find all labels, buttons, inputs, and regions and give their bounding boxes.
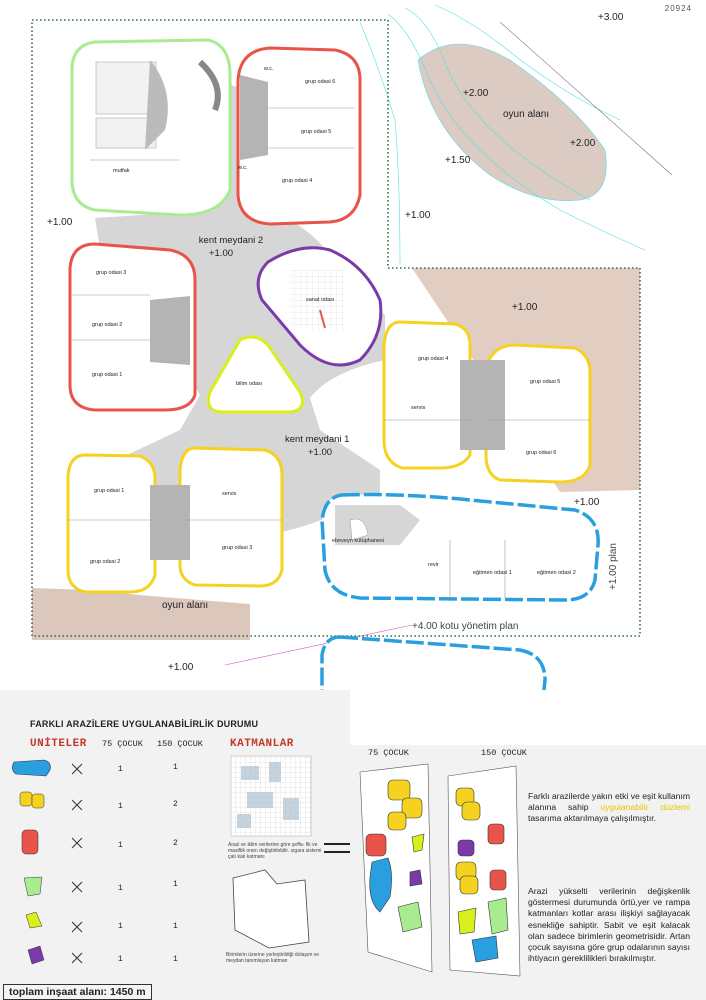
- description-body: Arazi yükselti verilerinin değişkenlik göstermesi durumunda örtü,yer ve rampa katmanları kotlar arası ilişkiyi sağlayacak esnekliğe sahiptir. Sabit ve eşit kalacak olan sadece birimlerin geometrisidir. Artan çocuk sayısına göre grup odalarının sayısı ihtiyacın gereklilikleri bırakılmıştır.: [528, 886, 690, 964]
- row1-c75: 1: [118, 765, 123, 774]
- clusterA-room-1: grup odasi 6: [305, 79, 336, 85]
- row2-c150: 2: [173, 800, 178, 809]
- desc-p1-highlight: uygulanabilir düzlemi: [600, 802, 690, 813]
- admin-teacher1: eğitmen odasi 1: [473, 570, 512, 576]
- row6-c75: 1: [118, 955, 123, 964]
- unit-icon-red: [22, 830, 38, 854]
- clusterD-room-2: grup odasi 2: [90, 559, 121, 565]
- square2-name: kent meydani 2: [198, 235, 264, 246]
- upper-admin-plan: [322, 637, 545, 690]
- upper-plan-label: +4.00 kotu yönetim plan: [412, 621, 519, 632]
- unit-legend: [0, 750, 110, 980]
- scenario-150-header: 150 ÇOCUK: [481, 748, 527, 758]
- science-room-label: bilim odası: [236, 381, 263, 387]
- row3-c150: 2: [173, 839, 178, 848]
- row4-c75: 1: [118, 884, 123, 893]
- row5-c150: 1: [173, 922, 178, 931]
- level-100-top: +1.00: [405, 210, 431, 221]
- clusterC-service: servis: [411, 405, 426, 411]
- scenario-150-diagram: [442, 762, 522, 982]
- row2-c75: 1: [118, 802, 123, 811]
- level-200a: +2.00: [463, 88, 489, 99]
- cluster-red-left: [70, 244, 195, 410]
- layer-note-2: Birimlerin üzerine yerleştirildiği dolaşım ve meydan tanımlayan katman: [226, 952, 320, 964]
- col-150-header: 150 ÇOCUK: [157, 739, 203, 749]
- playground-top-label: oyun alanı: [503, 109, 550, 120]
- wc2-label: w.c.: [238, 165, 248, 171]
- level-100-right: +1.00: [574, 497, 600, 508]
- level-100-bottom: +1.00: [168, 662, 194, 673]
- wc1-label: w.c.: [264, 66, 274, 72]
- unit-icon-green: [24, 877, 42, 896]
- clusterA-room-2: grup odasi 5: [301, 129, 332, 135]
- layers-header: KATMANLAR: [230, 738, 294, 750]
- layer-note-1: Arazi ve iklim verilerine göre şeffa- fik ve masiftik oranı değiştirilebilir. ızgara sistemi çatı katı katmanı: [228, 842, 322, 860]
- row5-c75: 1: [118, 922, 123, 931]
- row1-c150: 1: [173, 763, 178, 772]
- board-title: FARKLI ARAZİLERE UYGULANABİLİRLİK DURUMU: [30, 719, 259, 729]
- art-room-label: sanat odası: [306, 297, 335, 303]
- row6-c150: 1: [173, 955, 178, 964]
- desc-p1-a: Farklı arazilerde yakın etki ve eşit kullanım alanına sahip: [528, 791, 690, 813]
- level-300: +3.00: [598, 12, 624, 23]
- clusterB-room-1: grup odasi 3: [96, 270, 127, 276]
- clusterD-room-1: grup odasi 1: [94, 488, 125, 494]
- sheet-id: 20924: [664, 4, 692, 13]
- unit-icon-lime: [26, 912, 42, 928]
- clusterD-service: servis: [222, 491, 237, 497]
- kitchen-label: mutfak: [113, 168, 130, 174]
- clusterD-room-3: grup odasi 3: [222, 545, 253, 551]
- unit-icon-purple: [28, 946, 44, 964]
- playground-bottom-label: oyun alanı: [162, 600, 209, 611]
- level-100-left: +1.00: [47, 217, 73, 228]
- square1-level: +1.00: [308, 447, 333, 458]
- equals-sign: [322, 838, 352, 858]
- description-intro: [528, 791, 690, 825]
- square1-name: kent meydani 1: [285, 434, 350, 445]
- unit-icon-yellow: [20, 792, 44, 808]
- earth-bottom-area: [32, 588, 250, 640]
- layers-illustration: [225, 752, 335, 972]
- square2-level: +1.00: [208, 248, 234, 259]
- clusterB-room-3: grup odasi 1: [92, 372, 123, 378]
- col-75-header: 75 ÇOCUK: [102, 739, 143, 749]
- total-area: toplam inşaat alanı: 1450 m: [3, 984, 152, 1000]
- desc-p1-b: tasarıma aktarılmaya çalışılmıştır.: [528, 813, 656, 824]
- plan-level-label: +1.00 plan: [608, 543, 619, 590]
- level-150: +1.50: [445, 155, 471, 166]
- scenario-75-diagram: [358, 762, 438, 982]
- clusterA-room-3: grup odasi 4: [282, 178, 313, 184]
- scenario-75-header: 75 ÇOCUK: [368, 748, 409, 758]
- level-100-mid: +1.00: [512, 302, 538, 313]
- clusterB-room-2: grup odasi 2: [92, 322, 123, 328]
- units-header: UNİTELER: [30, 738, 87, 750]
- clusterC-room-1: grup odasi 4: [418, 356, 449, 362]
- row4-c150: 1: [173, 880, 178, 889]
- admin-teacher2: eğitmen odasi 2: [537, 570, 576, 576]
- admin-block: [322, 495, 598, 600]
- level-200b: +2.00: [570, 138, 596, 149]
- row3-c75: 1: [118, 841, 123, 850]
- clusterC-room-3: grup odasi 6: [526, 450, 557, 456]
- admin-infirmary: revir: [428, 562, 439, 568]
- playground-top-area: [418, 44, 606, 201]
- admin-library: ebeveyn kütüphanesi: [332, 538, 384, 544]
- unit-icon-admin: [12, 760, 50, 776]
- clusterC-room-2: grup odasi 5: [530, 379, 561, 385]
- cluster-green: [72, 40, 230, 215]
- cluster-red-top: [238, 48, 360, 224]
